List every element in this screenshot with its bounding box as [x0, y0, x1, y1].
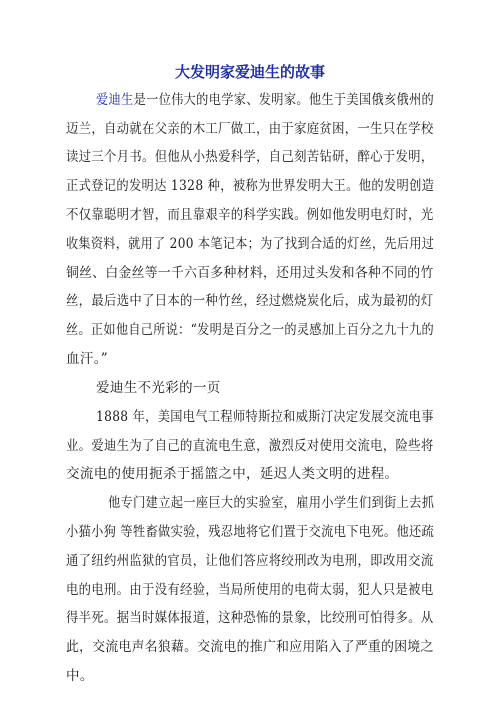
paragraph-line: 丝，最后选中了日本的一种竹丝，经过燃烧炭化后，成为最初的灯: [66, 293, 434, 309]
paragraph-line: 电的电刑。由于没有经验，当局所使用的电荷太弱，犯人只是被电: [66, 582, 434, 598]
paragraph-line: 小猫小狗 等牲畜做实验，残忍地将它们置于交流电下电死。他还疏: [66, 524, 435, 540]
paragraph-line: 业。爱迪生为了自己的直流电生意，激烈反对使用交流电，险些将: [66, 438, 434, 454]
paragraph-text: 是一位伟大的电学家、发明家。他生于美国俄亥俄州的: [133, 92, 435, 108]
paragraph-line: 读过三个月书。但他从小热爱科学，自己刻苦钻研，醉心于发明，: [66, 149, 434, 165]
paragraph-line: 此，交流电声名狼藉。交流电的推广和应用陷入了严重的困境之: [66, 639, 434, 655]
paragraph-line: 丝。正如他自己所说：“发明是百分之一的灵感加上百分之九十九的: [66, 322, 435, 338]
paragraph-line: 不仅靠聪明才智，而且靠艰辛的科学实践。例如他发明电灯时，光: [66, 207, 434, 223]
paragraph-line: 迈兰，自动就在父亲的木工厂做工，由于家庭贫困，一生只在学校: [66, 121, 434, 137]
page-title: 大发明家爱迪生的故事: [174, 63, 325, 81]
section-subheading: 爱迪生不光彩的一页: [96, 380, 221, 396]
paragraph-line: 得半死。据当时媒体报道，这种恐怖的景象，比绞刑可怕得多。从: [66, 610, 434, 626]
paragraph-line: 通了纽约州监狱的官员，让他们答应将绞刑改为电刑，即改用交流: [66, 553, 434, 569]
highlighted-name: 爱迪生: [96, 92, 134, 108]
paragraph-line: 正式登记的发明达 1328 种，被称为世界发明大王。他的发明创造: [66, 178, 435, 194]
paragraph-line: 1888 年，美国电气工程师特斯拉和威斯汀决定发展交流电事: [96, 409, 434, 425]
paragraph-line: 他专门建立起一座巨大的实验室，雇用小学生们到街上去抓: [108, 495, 435, 511]
paragraph-line: 血汗。”: [66, 351, 109, 367]
paragraph-line: 收集资料，就用了 200 本笔记本；为了找到合适的灯丝，先后用过: [66, 236, 435, 252]
paragraph-line: 交流电的使用扼杀于摇篮之中，延迟人类文明的进程。: [66, 466, 399, 482]
paragraph-line: 铜丝、白金丝等一千六百多种材料，还用过头发和各种不同的竹: [66, 265, 434, 281]
paragraph-line: 中。: [66, 668, 94, 684]
paragraph-line: [96, 91, 434, 109]
